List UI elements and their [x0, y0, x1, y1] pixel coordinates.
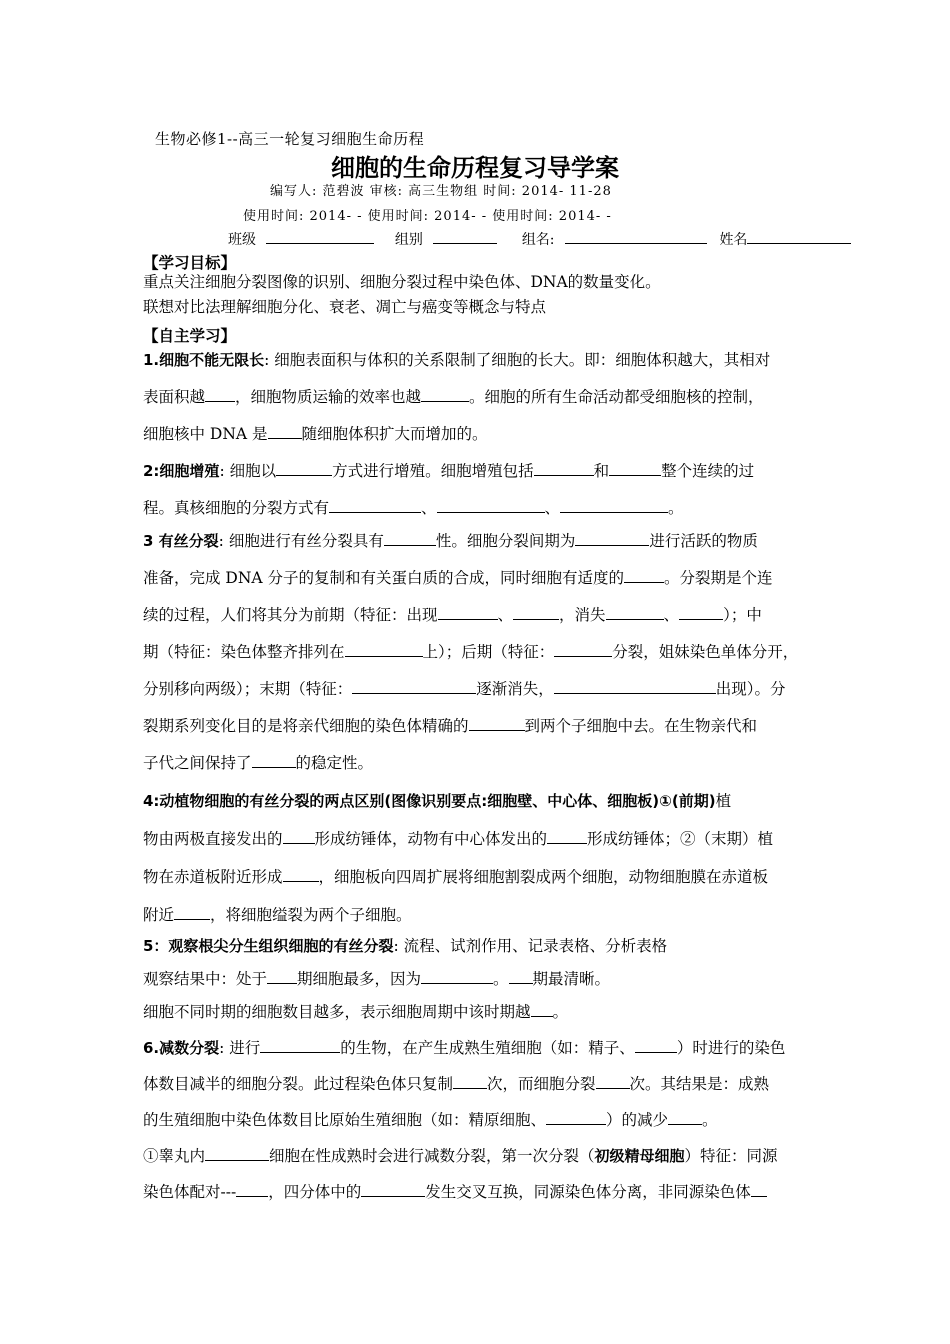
fill-blank[interactable]: [236, 1179, 268, 1197]
name-label: 姓名: [719, 232, 748, 248]
name-blank[interactable]: [747, 229, 851, 244]
fill-blank[interactable]: [421, 966, 493, 984]
fill-blank[interactable]: [421, 384, 469, 402]
fill-blank[interactable]: [668, 1107, 702, 1125]
fill-blank[interactable]: [453, 1071, 487, 1089]
goals-heading: 【学习目标】: [143, 253, 237, 272]
fill-blank[interactable]: [268, 421, 302, 439]
fill-blank[interactable]: [260, 1035, 340, 1053]
fill-blank[interactable]: [276, 458, 332, 476]
fill-blank[interactable]: [437, 495, 545, 513]
section-6-heading: 6.减数分裂: [143, 1039, 220, 1057]
goal-2: 联想对比法理解细胞分化、衰老、凋亡与癌变等概念与特点: [143, 298, 547, 316]
section-3-heading: 3 有丝分裂: [143, 532, 219, 550]
self-study-heading: 【自主学习】: [143, 326, 237, 345]
group-blank[interactable]: [433, 229, 497, 244]
section-2: 2:细胞增殖: 细胞以 方式进行增殖。细胞增殖包括 和 整个连续的过 程。真核细胞的分裂方式有 、 、 。: [143, 456, 811, 524]
fill-blank[interactable]: [283, 826, 315, 844]
fill-blank[interactable]: [560, 495, 668, 513]
fill-blank[interactable]: [531, 999, 553, 1017]
fill-blank[interactable]: [469, 713, 525, 731]
fill-blank[interactable]: [174, 902, 210, 920]
fill-blank[interactable]: [751, 1179, 767, 1197]
fill-blank[interactable]: [267, 966, 297, 984]
fill-blank[interactable]: [361, 1179, 425, 1197]
fill-blank[interactable]: [554, 639, 612, 657]
fill-blank[interactable]: [554, 676, 716, 694]
page-title: 细胞的生命历程复习导学案: [331, 154, 619, 182]
fill-blank[interactable]: [609, 458, 661, 476]
section-1-heading: 1.细胞不能无限长: [143, 351, 265, 369]
fill-blank[interactable]: [596, 1071, 630, 1089]
section-5: 5：观察根尖分生组织细胞的有丝分裂: 流程、试剂作用、记录表格、分析表格 观察结果中：处于 期细胞最多，因为 。 期最清晰。 细胞不同时期的细胞数目越多，表示细胞周期中该时期越 。: [143, 937, 668, 1021]
fill-blank[interactable]: [384, 528, 436, 546]
student-info-line: [228, 229, 851, 249]
class-label: 班级: [228, 232, 256, 248]
group-name-blank[interactable]: [565, 229, 707, 244]
fill-blank[interactable]: [283, 864, 319, 882]
fill-blank[interactable]: [329, 495, 421, 513]
fill-blank[interactable]: [205, 1143, 269, 1161]
fill-blank[interactable]: [624, 565, 664, 583]
section-4: 4:动植物细胞的有丝分裂的两点区别(图像识别要点:细胞壁、中心体、细胞板)①(前期)植 物由两极直接发出的 形成纺锤体，动物有中心体发出的 形成纺锤体；②（末期）植 物在赤道板附近形成 ，细胞板向四周扩展将细胞割裂成两个细胞，动物细胞膜在赤道板 附近 ，将细胞缢裂为两个子细胞。: [143, 792, 774, 924]
fill-blank[interactable]: [635, 1035, 677, 1053]
section-1: 1.细胞不能无限长: 细胞表面积与体积的关系限制了细胞的长大。即：细胞体积越大，其相对 表面积越 ，细胞物质运输的效率也越 。细胞的所有生命活动都受细胞核的控制， 细胞核中 DNA 是 随细胞体积扩大而增加的。: [143, 351, 771, 443]
section-2-heading: 2:细胞增殖: [143, 462, 220, 480]
fill-blank[interactable]: [534, 458, 594, 476]
fill-blank[interactable]: [546, 1107, 606, 1125]
author-line: 编写人: 范碧波 审核: 高三生物组 时间: 2014- 11-28: [270, 184, 612, 199]
goal-1: 重点关注细胞分裂图像的识别、细胞分裂过程中染色体、DNA的数量变化。: [143, 273, 661, 291]
section-4-heading: 4:动植物细胞的有丝分裂的两点区别(图像识别要点:细胞壁、中心体、细胞板)①(前期): [143, 792, 716, 810]
class-blank[interactable]: [266, 229, 374, 244]
fill-blank[interactable]: [679, 602, 723, 620]
section-3: 3 有丝分裂: 细胞进行有丝分裂具有 性。细胞分裂间期为 进行活跃的物质 准备，完成 DNA 分子的复制和有关蛋白质的合成，同时细胞有适度的 。分裂期是个连 续的过程，人们将其分为前期（特征：出现 、 ，消失 、 ）；中 期（特征：染色体整齐排列在 上）；后期（特征： 分裂，姐妹染色单体分开， 分别移向两级）；末期（特征： 逐渐消失， 出现）。分 裂期系列变化目的是将亲代细胞的染色体精确的 到两个子细胞中去。在生物亲代和 子代之间保持了 的稳定性。: [143, 523, 811, 782]
fill-blank[interactable]: [438, 602, 498, 620]
fill-blank[interactable]: [547, 826, 587, 844]
fill-blank[interactable]: [575, 528, 649, 546]
goals-text: [143, 270, 811, 320]
fill-blank[interactable]: [513, 602, 559, 620]
section-6: 6.减数分裂: 进行 的生物，在产生成熟生殖细胞（如：精子、 ）时进行的染色 体数目减半的细胞分裂。此过程染色体只复制 次，而细胞分裂 次。其结果是：成熟 的生殖细胞中染色体数目比原始生殖细胞（如：精原细胞、 ）的减少 。 ①睾丸内 细胞在性成熟时会进行减数分裂，第一次分裂（初级精母细胞）特征：同源 染色体配对--- ，四分体中的 发生交叉互换，同源染色体分离，非同源染色体: [143, 1030, 811, 1210]
subject-line: 生物必修1--高三一轮复习细胞生命历程: [155, 130, 425, 148]
usage-time-line: 使用时间: 2014- - 使用时间: 2014- - 使用时间: 2014- -: [243, 209, 612, 224]
group-name-label: 组名:: [521, 232, 555, 248]
fill-blank[interactable]: [345, 639, 423, 657]
fill-blank[interactable]: [606, 602, 664, 620]
fill-blank[interactable]: [352, 676, 476, 694]
fill-blank[interactable]: [252, 750, 296, 768]
section-5-heading: 5：观察根尖分生组织细胞的有丝分裂: [143, 937, 394, 955]
group-label: 组别: [394, 232, 423, 248]
fill-blank[interactable]: [509, 966, 533, 984]
fill-blank[interactable]: [205, 384, 235, 402]
